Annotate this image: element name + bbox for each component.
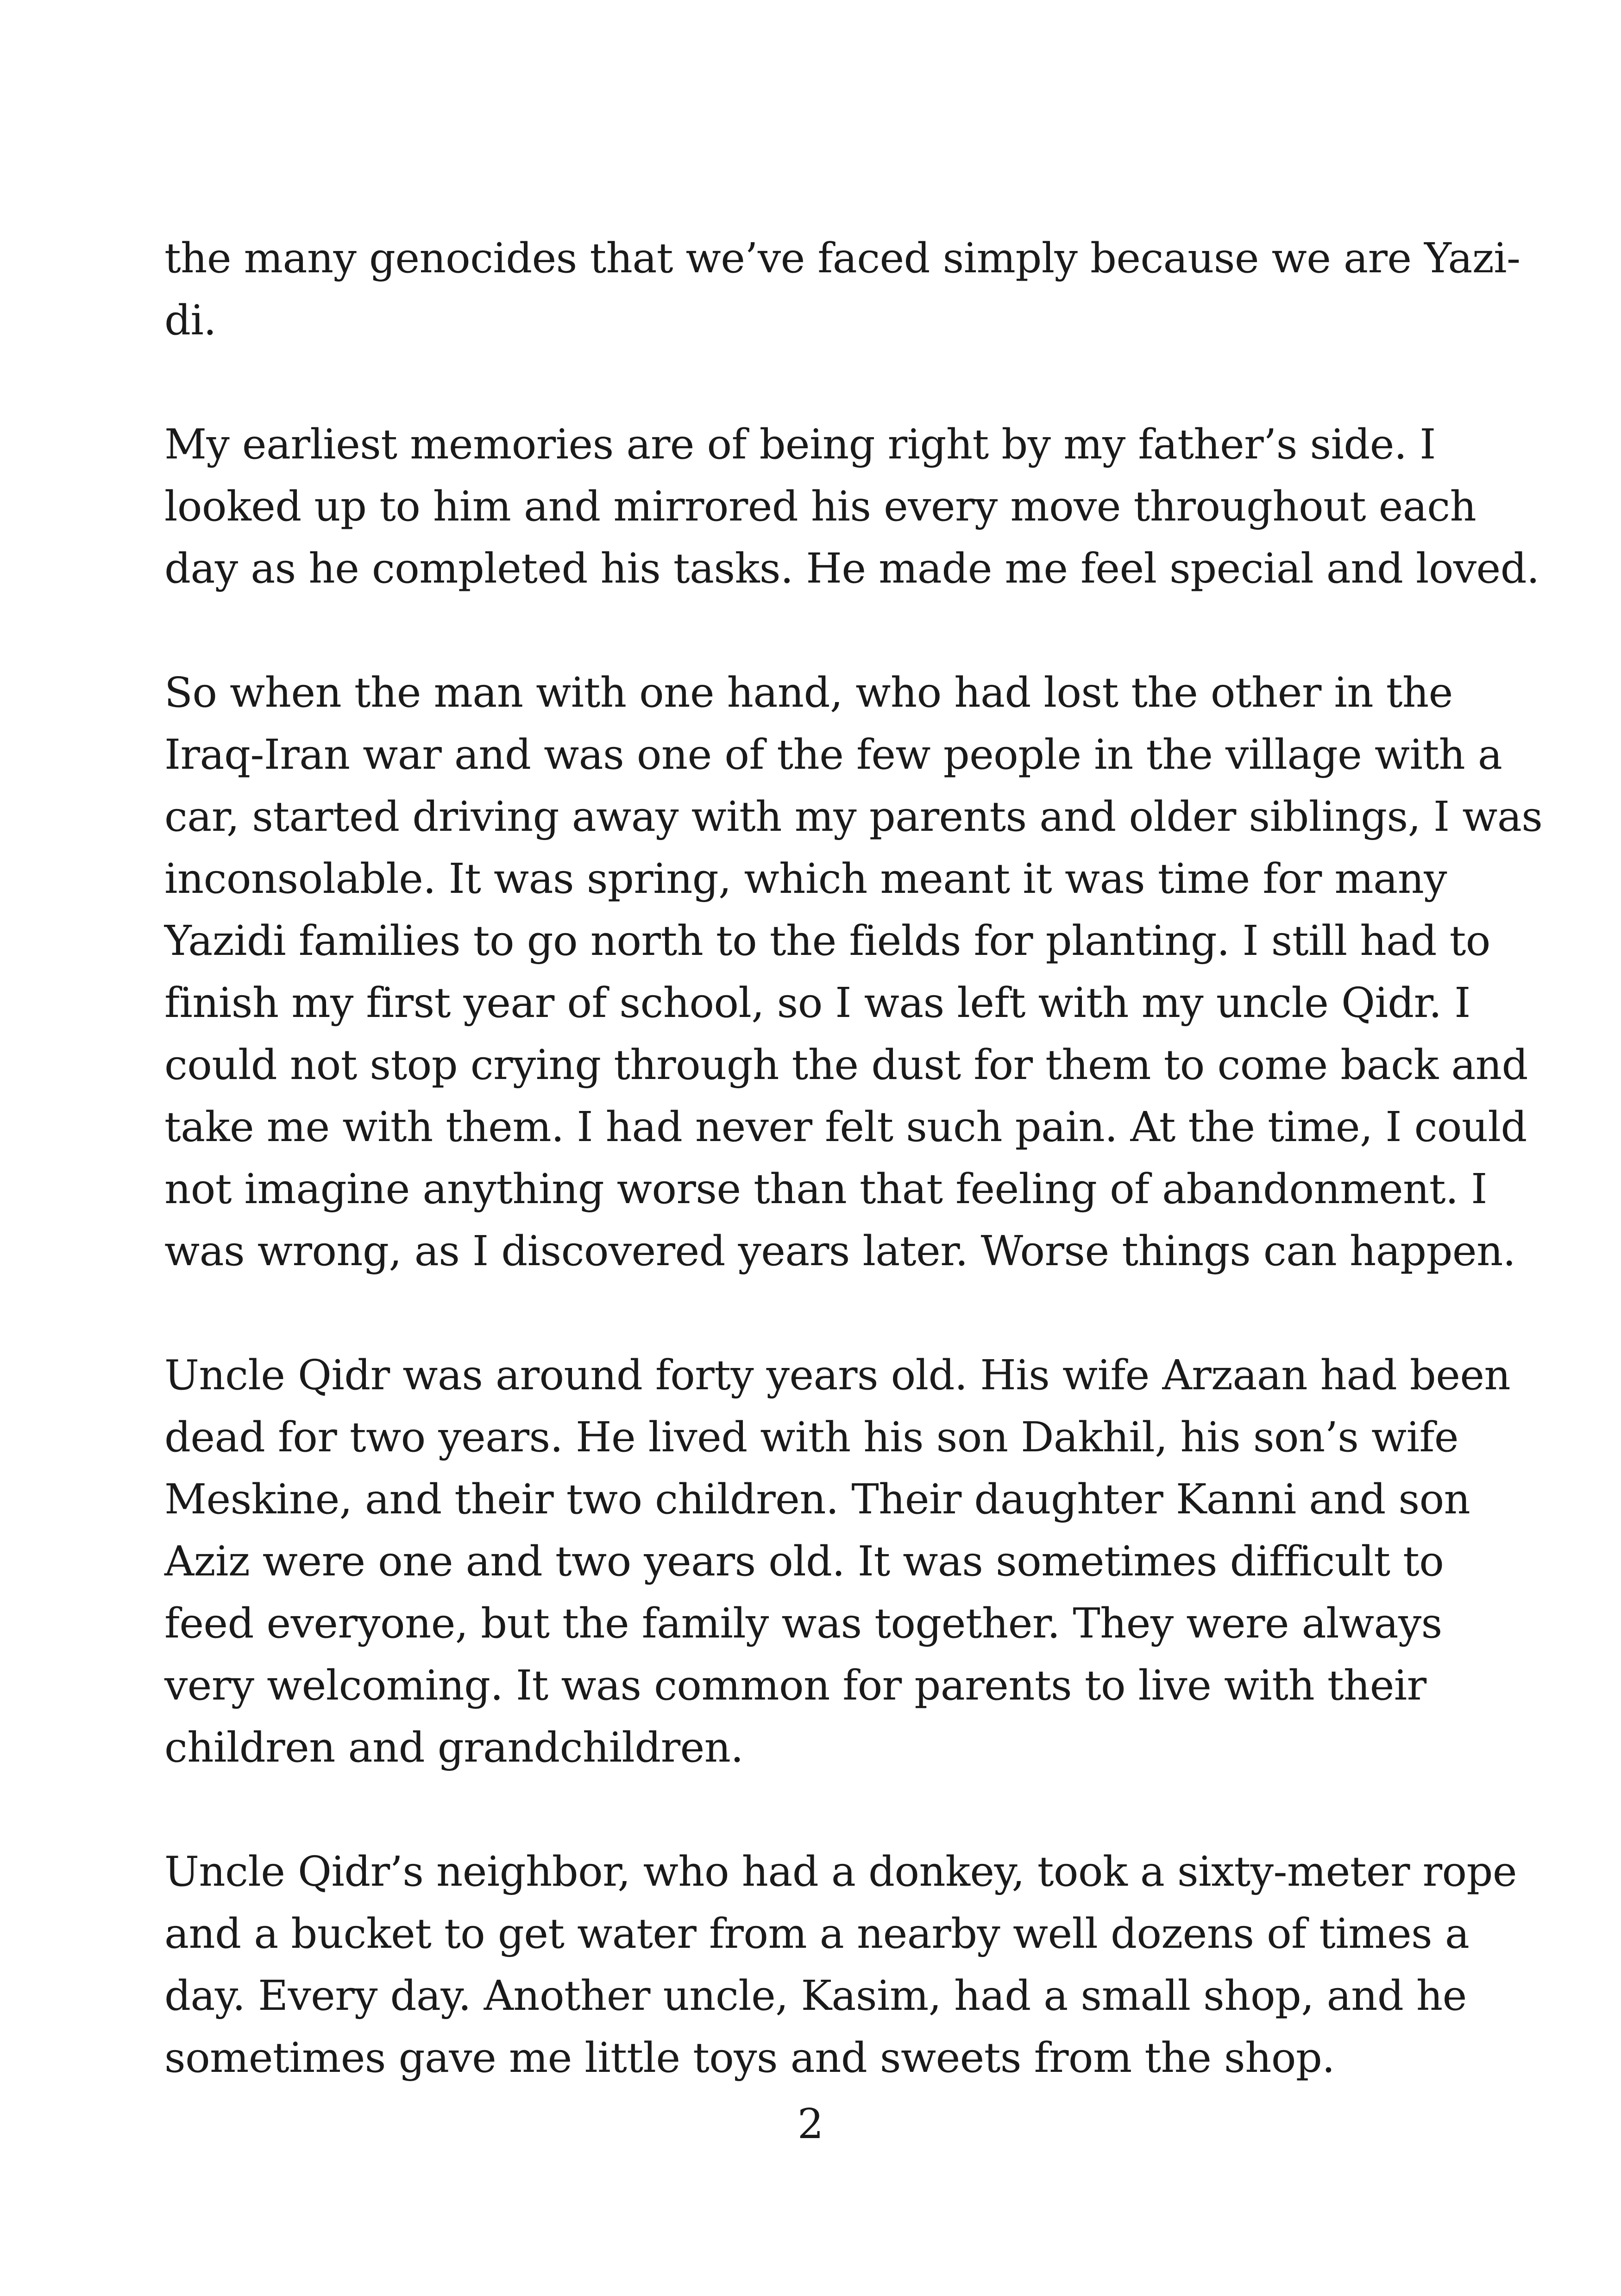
paragraph-gap bbox=[164, 599, 1461, 661]
text-line: the many genocides that we’ve faced simply because we are Yazi- bbox=[164, 234, 1520, 282]
page-body bbox=[164, 227, 1543, 2089]
text-line: dead for two years. He lived with his son Dakhil, his son’s wife bbox=[164, 1413, 1458, 1461]
text-line: and a bucket to get water from a nearby well dozens of times a bbox=[164, 1909, 1470, 1957]
text-line: di. bbox=[164, 296, 216, 344]
text-line: My earliest memories are of being right by my father’s side. I bbox=[164, 420, 1436, 468]
text-line: could not stop crying through the dust for them to come back and bbox=[164, 1041, 1528, 1089]
text-line: not imagine anything worse than that feeling of abandonment. I bbox=[164, 1165, 1487, 1213]
text-line: Aziz were one and two years old. It was sometimes difficult to bbox=[164, 1537, 1444, 1585]
text-line: was wrong, as I discovered years later. Worse things can happen. bbox=[164, 1227, 1516, 1275]
text-line: day. Every day. Another uncle, Kasim, had a small shop, and he bbox=[164, 1971, 1467, 2020]
text-line: inconsolable. It was spring, which meant it was time for many bbox=[164, 854, 1447, 903]
paragraph-gap bbox=[164, 1778, 1461, 1840]
text-line: children and grandchildren. bbox=[164, 1723, 744, 1771]
paragraph-4 bbox=[164, 1344, 1511, 1778]
paragraph-gap bbox=[164, 351, 1461, 413]
text-line: feed everyone, but the family was together. They were always bbox=[164, 1599, 1442, 1647]
paragraph-5 bbox=[164, 1840, 1517, 2089]
text-line: day as he completed his tasks. He made me feel special and loved. bbox=[164, 544, 1539, 592]
paragraph-gap bbox=[164, 1282, 1461, 1344]
paragraph-1 bbox=[164, 227, 1520, 351]
text-line: very welcoming. It was common for parents to live with their bbox=[164, 1661, 1426, 1709]
text-line: Yazidi families to go north to the fields for planting. I still had to bbox=[164, 916, 1490, 965]
paragraph-3 bbox=[164, 661, 1543, 1282]
text-line: Meskine, and their two children. Their daughter Kanni and son bbox=[164, 1475, 1470, 1523]
text-line: Uncle Qidr was around forty years old. His wife Arzaan had been bbox=[164, 1351, 1511, 1399]
text-line: sometimes gave me little toys and sweets from the shop. bbox=[164, 2033, 1335, 2082]
text-line: take me with them. I had never felt such pain. At the time, I could bbox=[164, 1103, 1527, 1151]
page-number: 2 bbox=[797, 2100, 824, 2148]
text-line: car, started driving away with my parents and older siblings, I was bbox=[164, 792, 1543, 841]
text-line: finish my first year of school, so I was left with my uncle Qidr. I bbox=[164, 979, 1470, 1027]
paragraph-2 bbox=[164, 413, 1539, 599]
text-line: looked up to him and mirrored his every move throughout each bbox=[164, 482, 1476, 530]
text-line: Iraq-Iran war and was one of the few people in the village with a bbox=[164, 730, 1502, 778]
text-line: Uncle Qidr’s neighbor, who had a donkey, took a sixty-meter rope bbox=[164, 1847, 1517, 1895]
text-line: So when the man with one hand, who had lost the other in the bbox=[164, 668, 1453, 716]
